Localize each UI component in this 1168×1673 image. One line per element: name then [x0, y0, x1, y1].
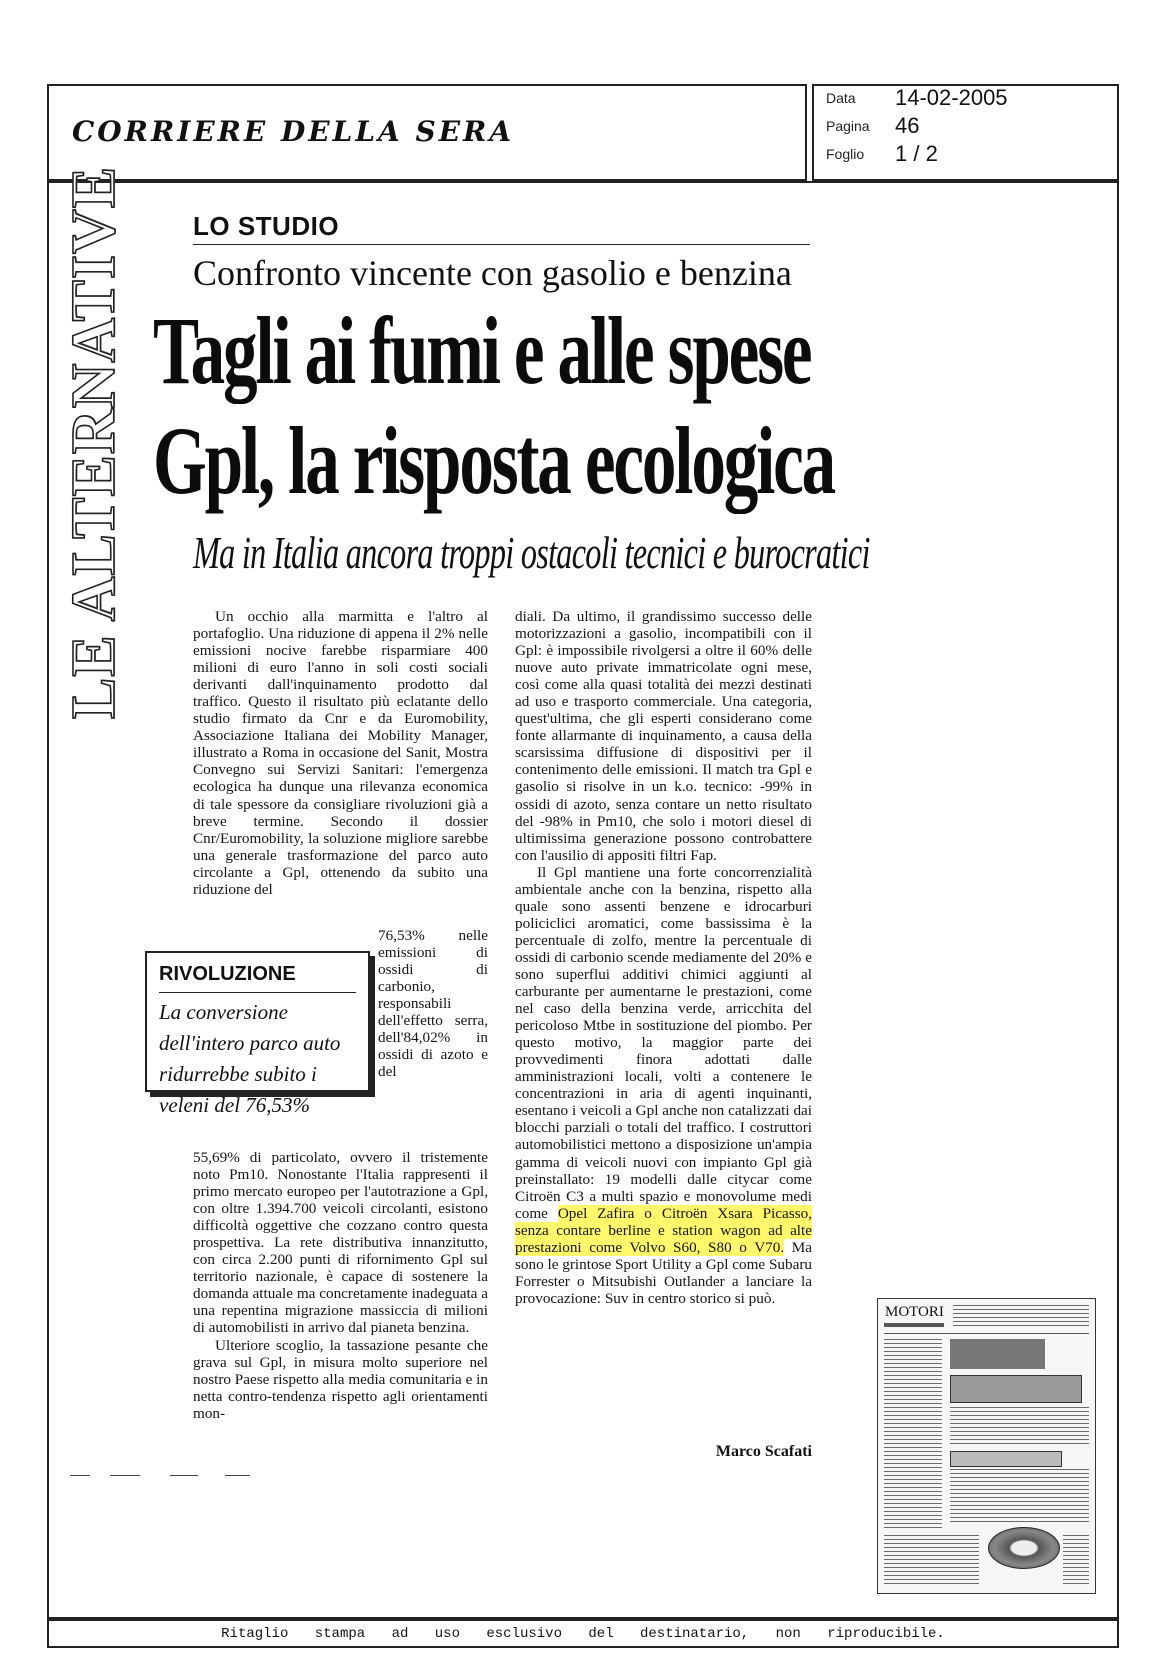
byline: Marco Scafati [715, 1443, 812, 1460]
thumbnail-rule [884, 1333, 1089, 1334]
newspaper-name: CORRIERE DELLA SERA [72, 115, 515, 148]
headline-line-2: Gpl, la risposta ecologica [153, 407, 835, 514]
thumbnail-text [950, 1407, 1089, 1447]
section-label [60, 165, 130, 720]
meta-value-page: 46 [895, 113, 920, 138]
meta-label-sheet: Foglio [826, 146, 865, 162]
paragraph [515, 864, 812, 1307]
paragraph: diali. Da ultimo, il grandissimo successo delle motorizzazioni a gasolio, incompatibili con il Gpl: è impossibile rivolgersi a oltre il 60% delle nuove auto private immatricolate ogni mese, così come alla quasi totalità dei mezzi destinati ad uso e trasporto commerciale. Una categoria, quest'ultima, che gli esperti considerano come fonte allarmante di inquinamento, a causa della scarsissima diffusione di dispositivi per il contenimento delle emissioni. Il match tra Gpl e gasolio si risolve in un k.o. tecnico: -99% in ossidi di azoto, senza contare un netto risultato del -98% in Pm10, che solo i motori diesel di ultimissima generazione possono controbattere con l'ausilio di appositi filtri Fap. [515, 608, 812, 864]
pullquote-rule [159, 992, 356, 993]
text-run: Il Gpl mantiene una forte concorrenzialità ambientale anche con la benzina, rispetto alla quale sono assenti benzene e idrocarburi policiclici aromatici, come bassissima è la percentuale di zolfo, mentre la percentuale di ossidi di carbonio scende mediamente del 20% e sono superflui additivi chimici aggiunti al carburante per aumentarne le prestazioni, come nel caso della benzina verde, arricchita del pericoloso Mtbe in sostituzione del piombo. Per questo motivo, la maggior parte dei provvedimenti finora adottati dalle amministrazioni locali, volti a contenere le concentrazioni in aria di agenti inquinanti, esentano i veicoli a Gpl anche non catalizzati dai blocchi parziali o totali del traffico. I costruttori automobilistici mettono a disposizione un'ampia gamma di veicoli nuovi con impianto Gpl già preinstallato: 19 modelli dalle citycar come Citroën C3 a multi spazio e monovolume medi come [515, 863, 812, 1222]
highlighted-text: Opel Zafira o Citroën Xsara Picasso, senza contare berline e station wagon ad alte prestazioni come Volvo S60, S80 o V70. [515, 1204, 813, 1256]
meta-value-sheet: 1 / 2 [895, 141, 938, 166]
kicker: LO STUDIO [193, 211, 340, 241]
meta-label-page: Pagina [826, 118, 870, 134]
pullquote-title: RIVOLUZIONE [159, 963, 296, 985]
text-run: Ma sono le grintose Sport Utility a Gpl come Subaru Forrester o Mitsubishi Outlander a lanciare la provocazione: Suv in centro storico si può. [515, 1238, 812, 1307]
thumbnail-text [950, 1469, 1089, 1524]
column-1-bottom [193, 1149, 488, 1422]
page-thumbnail [877, 1298, 1096, 1594]
divider [110, 1475, 140, 1476]
paragraph: Ulteriore scoglio, la tassazione pesante che grava sul Gpl, in misura molto superiore nel nostro Paese rispetto alla media comunitaria e in netta contro-tendenza rispetto agli orientamenti mon- [193, 1336, 488, 1422]
meta-label-date: Data [826, 90, 856, 106]
column-1-wrap [378, 927, 488, 1080]
divider [225, 1475, 250, 1476]
column-2 [515, 608, 812, 1307]
thumbnail-title: MOTORI [885, 1304, 944, 1320]
headline-line-1: Tagli ai fumi e alle spese [153, 297, 811, 404]
pullquote-text: La conversione dell'intero parco auto ridurrebbe subito i veleni del 76,53% [159, 1000, 341, 1117]
kicker-rule [193, 244, 810, 245]
paragraph: 76,53% nelle emissioni di ossidi di carbonio, responsabili dell'effetto serra, dell'84,02% in ossidi di azoto e del [378, 927, 488, 1081]
divider [70, 1475, 90, 1476]
subheadline: Confronto vincente con gasolio e benzina [193, 253, 792, 293]
paragraph: 55,69% di particolato, ovvero il tristemente noto Pm10. Nonostante l'Italia rappresenti il primo mercato europeo per l'autotrazione a Gpl, con oltre 1.394.700 veicoli circolanti, esistono difficoltà oggettive che cozzano contro questa prospettiva. La rete distributiva innanzitutto, con circa 2.200 punti di rifornimento Gpl sul territorio nazionale, è capace di sostenere la domanda attuale ma concretamente inadeguata a una repentina migrazione massiccia di milioni di automobilisti in arrivo dal pianeta benzina. [193, 1149, 488, 1337]
thumbnail-text [1063, 1535, 1089, 1587]
thumbnail-text [884, 1535, 979, 1587]
thumbnail-text [884, 1339, 942, 1529]
footer-notice: Ritaglio stampa ad uso esclusivo del destinatario, non riproducibile. [221, 1625, 945, 1642]
thumbnail-text [953, 1305, 1089, 1327]
meta-value-date: 14-02-2005 [895, 85, 1008, 110]
divider [170, 1475, 198, 1476]
thumbnail-photo [988, 1527, 1060, 1569]
paragraph: Un occhio alla marmitta e l'altro al portafoglio. Una riduzione di appena il 2% nelle emissioni nocive farebbe risparmiare 400 milioni di euro l'anno in soli costi sociali derivanti dall'inquinamento prodotto dal traffico. Questo il risultato più eclatante dello studio firmato da Cnr e da Euromobility, Associazione Italiana dei Mobility Manager, illustrato a Roma in occasione del Sanit, Mostra Convegno sui Servizi Sanitari: l'emergenza ecologica ha dunque una rilevanza economica di tale spessore da consigliare rivoluzioni già a breve termine. Secondo il dossier Cnr/Euromobility, la soluzione migliore sarebbe una generale trasformazione del parco auto circolante a Gpl, ottenendo da subito una riduzione del [193, 608, 488, 898]
thumbnail-headline [950, 1339, 1045, 1369]
thumbnail-photo [950, 1451, 1062, 1467]
section-label-text: LE ALTERNATIVE [60, 165, 129, 720]
column-1-top [193, 608, 488, 898]
thumbnail-photo [950, 1375, 1082, 1403]
pullquote-box [145, 951, 370, 1117]
thumbnail-rule [884, 1323, 944, 1327]
deck: Ma in Italia ancora troppi ostacoli tecnici e burocratici [193, 527, 870, 578]
